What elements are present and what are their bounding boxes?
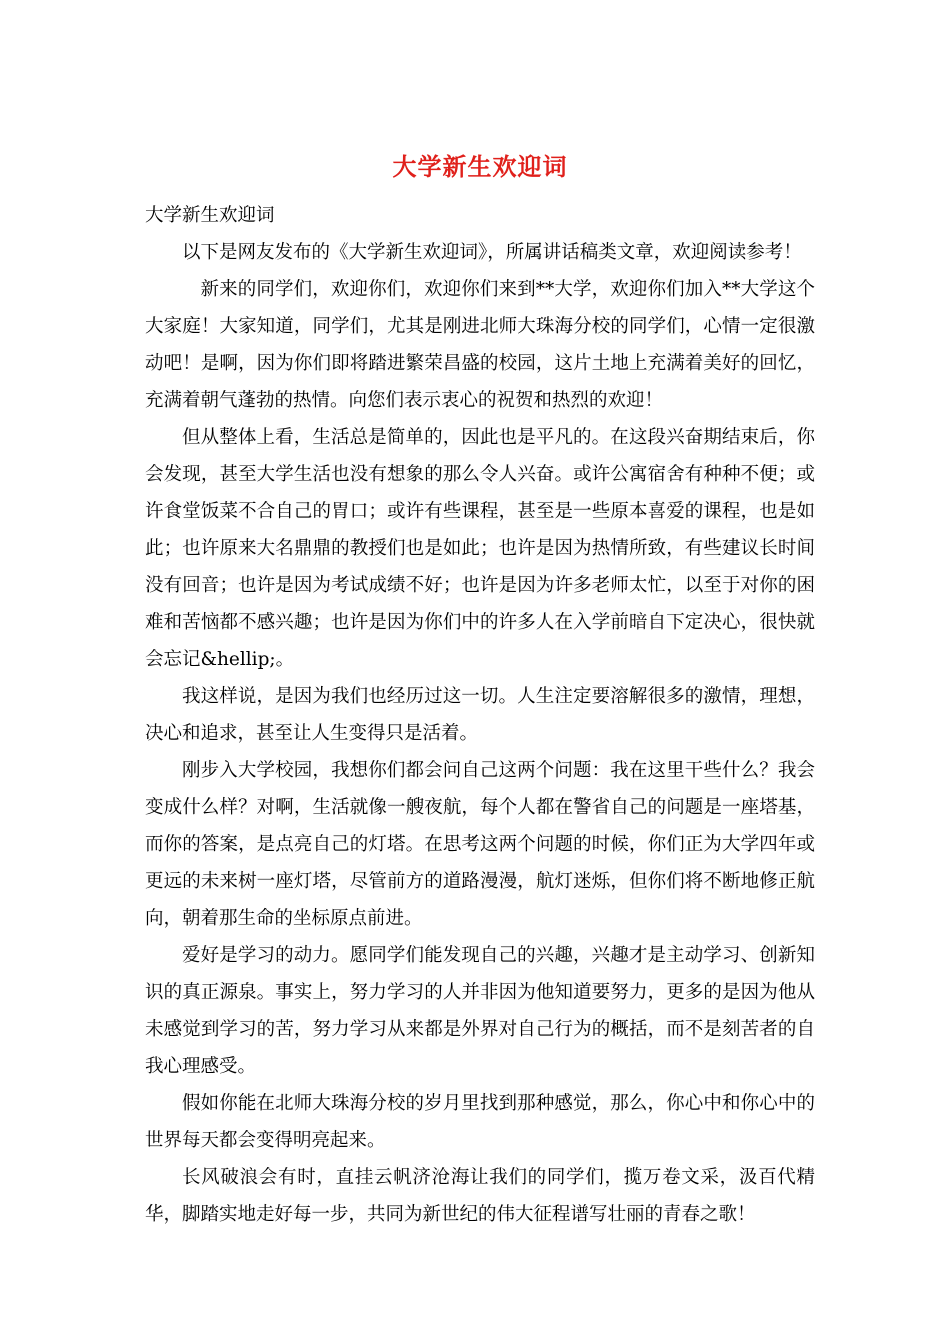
body-paragraph-1: 但从整体上看，生活总是简单的，因此也是平凡的。在这段兴奋期结束后，你会发现，甚至大学生活也没有想象的那么令人兴奋。或许公寓宿舍有种种不便；或许食堂饭菜不合自己的胃口；或许有些课程，甚至是一些原本喜爱的课程，也是如此；也许原来大名鼎鼎的教授们也是如此；也许是因为热情所致，有些建议长时间没有回音；也许是因为考试成绩不好；也许是因为许多老师太忙，以至于对你的困难和苦恼都不感兴趣；也许是因为你们中的许多人在入学前暗自下定决心，很快就会忘记&hellip;。 xyxy=(145,427,815,670)
intro-paragraph: 以下是网友发布的《大学新生欢迎词》，所属讲话稿类文章，欢迎阅读参考！ xyxy=(182,242,802,263)
body-paragraph-5: 假如你能在北师大珠海分校的岁月里找到那种感觉，那么，你心中和你心中的世界每天都会变得明亮起来。 xyxy=(145,1093,815,1151)
document-page xyxy=(145,150,815,1233)
closing-paragraph: 长风破浪会有时，直挂云帆济沧海让我们的同学们，揽万卷文采，汲百代精华，脚踏实地走好每一步，共同为新世纪的伟大征程谱写壮丽的青春之歌！ xyxy=(145,1167,815,1225)
body-paragraph-2: 我这样说，是因为我们也经历过这一切。人生注定要溶解很多的激情，理想，决心和追求，甚至让人生变得只是活着。 xyxy=(145,686,815,744)
document-subtitle: 大学新生欢迎词 xyxy=(145,205,275,226)
document-title: 大学新生欢迎词 xyxy=(392,152,568,181)
welcome-paragraph: 新来的同学们，欢迎你们，欢迎你们来到**大学，欢迎你们加入**大学这个大家庭！大家知道，同学们，尤其是刚进北师大珠海分校的同学们，心情一定很激动吧！是啊，因为你们即将踏进繁荣昌盛的校园，这片土地上充满着美好的回忆，充满着朝气蓬勃的热情。向您们表示衷心的祝贺和热烈的欢迎！ xyxy=(145,279,815,411)
body-paragraph-4: 爱好是学习的动力。愿同学们能发现自己的兴趣，兴趣才是主动学习、创新知识的真正源泉。事实上，努力学习的人并非因为他知道要努力，更多的是因为他从未感觉到学习的苦，努力学习从来都是外界对自己行为的概括，而不是刻苦者的自我心理感受。 xyxy=(145,945,815,1077)
body-paragraph-3: 刚步入大学校园，我想你们都会问自己这两个问题：我在这里干些什么？我会变成什么样？对啊，生活就像一艘夜航，每个人都在警省自己的问题是一座塔基，而你的答案，是点亮自己的灯塔。在思考这两个问题的时候，你们正为大学四年或更远的未来树一座灯塔，尽管前方的道路漫漫，航灯迷烁，但你们将不断地修正航向，朝着那生命的坐标原点前进。 xyxy=(145,760,815,929)
